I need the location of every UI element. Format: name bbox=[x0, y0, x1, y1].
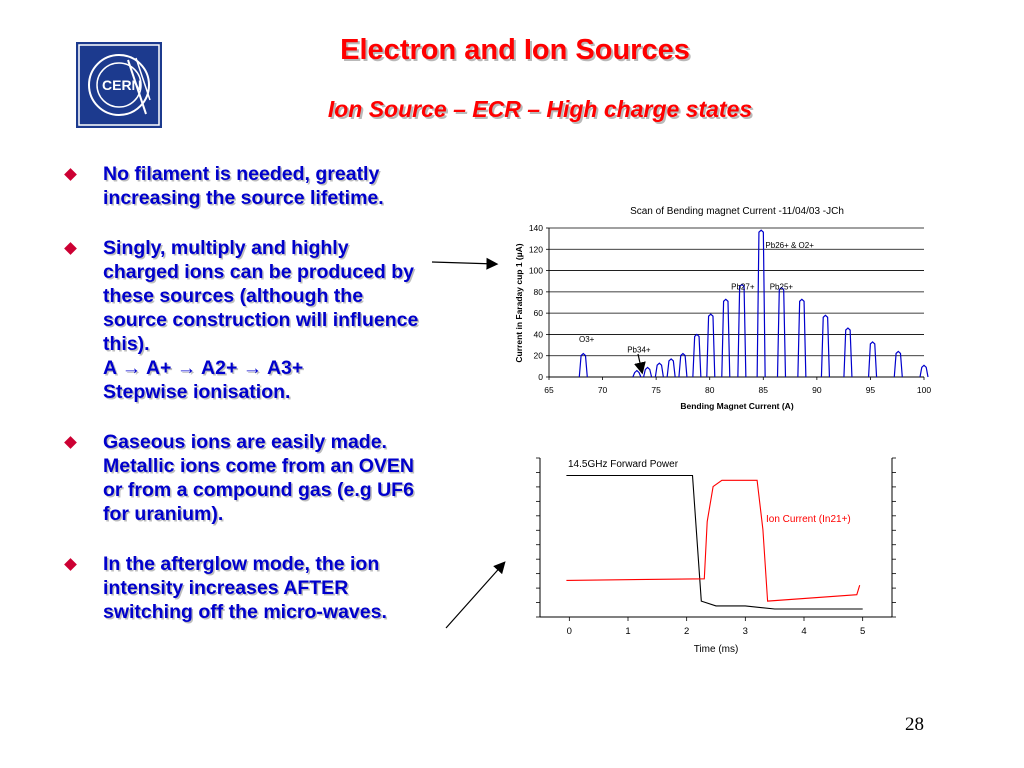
svg-text:CERN: CERN bbox=[102, 77, 142, 93]
bullet-line: charged ions can be produced by bbox=[103, 261, 414, 283]
chart-title: Scan of Bending magnet Current -11/04/03 -JCh bbox=[630, 206, 844, 217]
scan-peak bbox=[667, 359, 675, 377]
x-axis-label: Bending Magnet Current (A) bbox=[680, 401, 794, 411]
peak-label: Pb26+ & O2+ bbox=[765, 241, 814, 251]
forward-power-line bbox=[566, 476, 862, 610]
y-tick-label: 0 bbox=[538, 372, 543, 382]
bullet-line: No filament is needed, greatly bbox=[103, 163, 380, 185]
bullet-line: intensity increases AFTER bbox=[103, 577, 349, 599]
x-tick-label: 65 bbox=[544, 385, 554, 395]
ion-current-line bbox=[566, 480, 859, 601]
ion-current-label: Ion Current (In21+) bbox=[766, 514, 851, 525]
x-tick-label: 3 bbox=[742, 626, 748, 637]
bullet-line: these sources (although the bbox=[103, 285, 364, 307]
peak-label: Pb34+ bbox=[627, 345, 651, 355]
scan-peak bbox=[579, 354, 587, 377]
slide-title: Electron and Ion Sources bbox=[340, 34, 690, 66]
scan-peak bbox=[707, 314, 715, 377]
bullet-line: A → A+ → A2+ → A3+ bbox=[103, 357, 304, 379]
x-tick-label: 0 bbox=[566, 626, 572, 637]
page-number: 28 bbox=[905, 714, 924, 735]
pb34-arrow bbox=[638, 354, 642, 372]
peak-label: Pb27+ bbox=[731, 282, 755, 292]
afterglow-chart bbox=[536, 458, 896, 655]
scan-peak bbox=[821, 315, 829, 377]
scan-peak bbox=[894, 351, 902, 377]
slide-subtitle: Ion Source – ECR – High charge states bbox=[327, 96, 753, 122]
y-tick-label: 20 bbox=[533, 350, 543, 361]
y-tick-label: 100 bbox=[528, 265, 543, 276]
scan-peak bbox=[679, 354, 687, 377]
x-tick-label: 4 bbox=[801, 626, 807, 637]
bullet-line: for uranium). bbox=[103, 503, 224, 525]
y-axis-label: Current in Faraday cup 1 (µA) bbox=[514, 243, 524, 363]
scan-peak bbox=[920, 365, 928, 377]
peak-label: O3+ bbox=[579, 334, 595, 344]
x-tick-label: 80 bbox=[704, 385, 715, 395]
y-tick-label: 140 bbox=[528, 223, 543, 233]
y-tick-label: 60 bbox=[533, 308, 543, 319]
x-tick-label: 5 bbox=[860, 626, 866, 637]
bullet-line: this). bbox=[103, 333, 150, 355]
scan-peak bbox=[738, 284, 746, 377]
scan-peak bbox=[757, 230, 765, 377]
scan-peak bbox=[869, 342, 877, 377]
y-tick-label: 120 bbox=[528, 244, 543, 255]
x-tick-label: 75 bbox=[651, 385, 661, 395]
forward-power-label: 14.5GHz Forward Power bbox=[568, 459, 679, 470]
bullet-line: In the afterglow mode, the ion bbox=[103, 553, 380, 575]
x-tick-label: 95 bbox=[865, 385, 876, 395]
x-axis-label: Time (ms) bbox=[693, 644, 739, 655]
peak-label: Pb25+ bbox=[769, 282, 794, 292]
scan-peak bbox=[644, 367, 652, 377]
scan-peak bbox=[633, 371, 641, 377]
scan-peak bbox=[722, 299, 730, 377]
x-tick-label: 1 bbox=[625, 626, 631, 637]
y-tick-label: 40 bbox=[533, 329, 543, 340]
bending-scan-chart bbox=[514, 206, 931, 411]
bullet-line: increasing the source lifetime. bbox=[103, 187, 384, 209]
bullet-line: Stepwise ionisation. bbox=[103, 381, 291, 403]
x-tick-label: 90 bbox=[812, 385, 822, 395]
bullet-line: switching off the micro-waves. bbox=[103, 601, 387, 623]
scan-peak bbox=[778, 288, 786, 377]
y-tick-label: 80 bbox=[533, 286, 543, 297]
bullet-line: Metallic ions come from an OVEN bbox=[103, 455, 414, 477]
bullet-line: Gaseous ions are easily made. bbox=[103, 431, 387, 453]
bullet-line: or from a compound gas (e.g UF6 bbox=[103, 479, 414, 501]
x-tick-label: 100 bbox=[916, 385, 932, 395]
scan-peak bbox=[844, 328, 852, 377]
pointer-arrow-to-afterglow bbox=[446, 563, 504, 628]
bullet-line: source construction will influence bbox=[103, 309, 419, 331]
x-tick-label: 2 bbox=[684, 626, 690, 637]
scan-peak bbox=[655, 363, 663, 377]
bullet-line: Singly, multiply and highly bbox=[103, 237, 349, 259]
scan-peak bbox=[798, 299, 806, 377]
x-tick-label: 70 bbox=[597, 385, 608, 395]
pointer-arrow-to-scan bbox=[432, 262, 496, 264]
x-tick-label: 85 bbox=[758, 385, 769, 395]
